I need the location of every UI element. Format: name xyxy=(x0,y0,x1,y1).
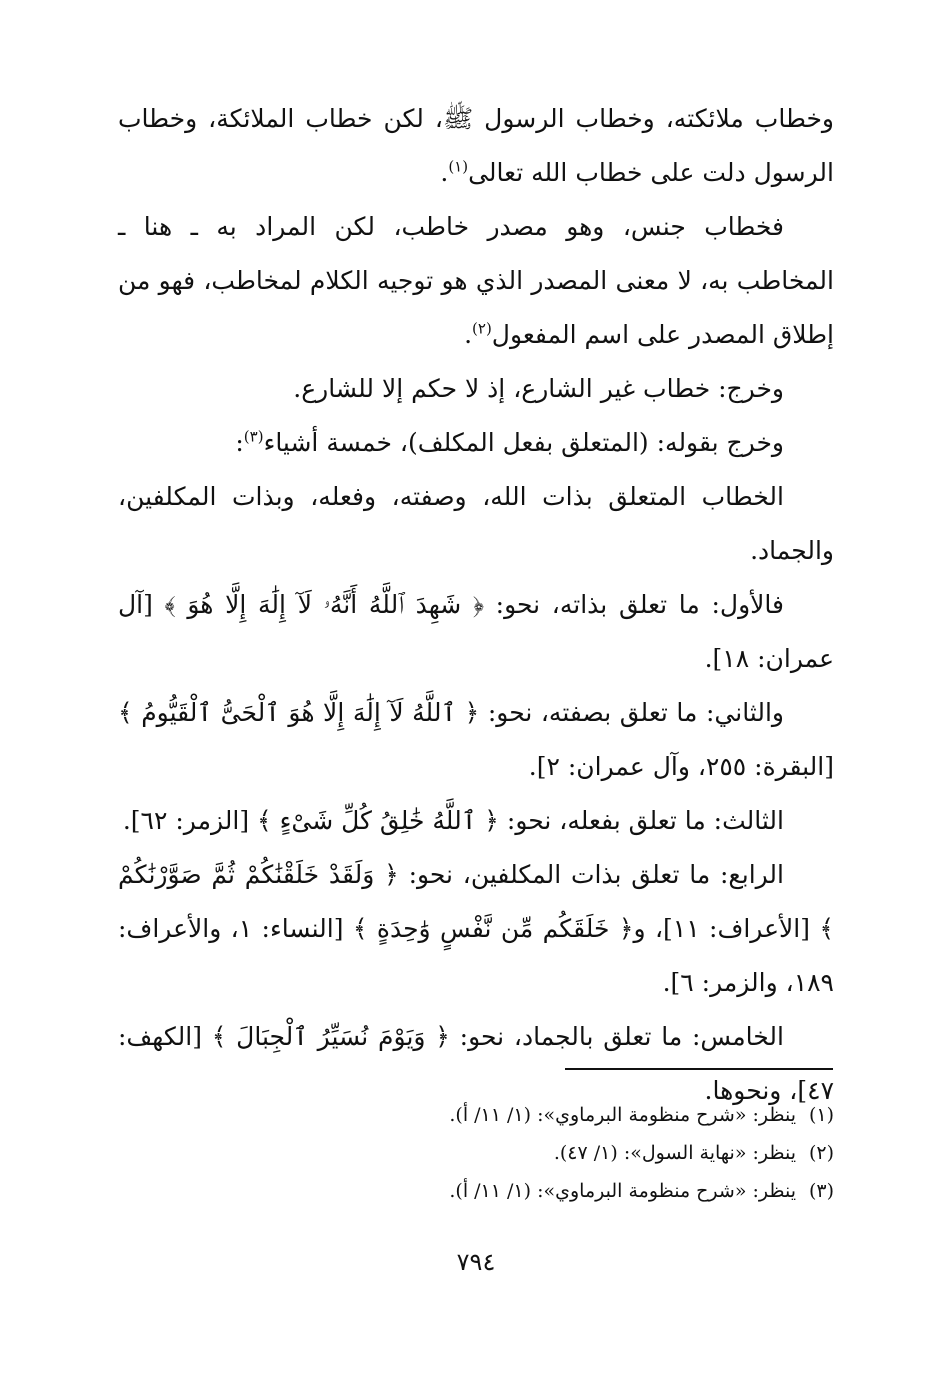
footnote-ref[interactable]: (٣) xyxy=(243,427,264,446)
footnote-text: ينظر: «شرح منظومة البرماوي»: (١/ ١١/ أ). xyxy=(449,1180,796,1202)
paragraph xyxy=(118,794,834,848)
paragraph xyxy=(118,686,834,794)
paragraph xyxy=(118,470,834,578)
paragraph xyxy=(118,416,834,470)
paragraph-end: : xyxy=(235,428,244,457)
footnotes xyxy=(118,1096,834,1210)
paragraph-text: وخرج: خطاب غير الشارع، إذ لا حكم إلا للشارع. xyxy=(293,374,784,403)
paragraph-text: فالأول: ما تعلق بذاته، نحو: ﴿ شَهِدَ ٱللَّهُ أَنَّهُۥ لَآ إِلَٰهَ إِلَّا هُوَ ﴾ [آل عمران: ١٨]. xyxy=(118,590,834,673)
main-text xyxy=(118,92,834,1118)
footnote-divider xyxy=(565,1068,833,1070)
footnote-number: (٢) xyxy=(808,1142,834,1164)
paragraph-text: فخطاب جنس، وهو مصدر خاطب، لكن المراد به ـ هنا ـ المخاطب به، لا معنى المصدر الذي هو توجيه الكلام لمخاطب، فهو من إطلاق المصدر على اسم المفعول xyxy=(118,212,834,349)
footnote-number: (٣) xyxy=(808,1180,834,1202)
paragraph-text: الخامس: ما تعلق بالجماد، نحو: ﴿ وَيَوْمَ نُسَيِّرُ ٱلْجِبَالَ ﴾ [الكهف: ٤٧]، ونحوها. xyxy=(118,1022,834,1105)
paragraph-text: وخطاب ملائكته، وخطاب الرسول ﷺ، لكن خطاب الملائكة، وخطاب الرسول دلت على خطاب الله تعالى xyxy=(118,104,834,187)
paragraph xyxy=(118,362,834,416)
paragraph-text: وخرج بقوله: (المتعلق بفعل المكلف)، خمسة أشياء xyxy=(263,428,784,457)
paragraph-text: الرابع: ما تعلق بذات المكلفين، نحو: ﴿ وَلَقَدْ خَلَقْنَٰكُمْ ثُمَّ صَوَّرْنَٰكُمْ ﴾ [الأعراف: ١١]، و﴿ خَلَقَكُم مِّن نَّفْسٍ وَٰحِدَةٍ ﴾ [النساء: ١، والأعراف: ١٨٩، والزمر: ٦]. xyxy=(118,860,834,997)
paragraph xyxy=(118,848,834,1010)
footnote-text: ينظر: «نهاية السول»: (١/ ٤٧). xyxy=(553,1142,796,1164)
footnote-text: ينظر: «شرح منظومة البرماوي»: (١/ ١١/ أ). xyxy=(449,1104,796,1126)
paragraph-text: والثاني: ما تعلق بصفته، نحو: ﴿ ٱللَّهُ لَآ إِلَٰهَ إِلَّا هُوَ ٱلْحَىُّ ٱلْقَيُّومُ ﴾ [البقرة: ٢٥٥، وآل عمران: ٢]. xyxy=(118,698,834,781)
paragraph xyxy=(118,92,834,200)
paragraph-text: الخطاب المتعلق بذات الله، وصفته، وفعله، وبذات المكلفين، والجماد. xyxy=(118,482,834,565)
footnote xyxy=(118,1134,834,1172)
paragraph-end: . xyxy=(464,320,473,349)
page-number: ٧٩٤ xyxy=(456,1248,496,1276)
paragraph-end: . xyxy=(440,158,449,187)
footnote xyxy=(118,1096,834,1134)
footnote-ref[interactable]: (٢) xyxy=(472,319,492,338)
footnote xyxy=(118,1172,834,1210)
footnote-number: (١) xyxy=(808,1104,834,1126)
paragraph xyxy=(118,578,834,686)
paragraph-text: الثالث: ما تعلق بفعله، نحو: ﴿ ٱللَّهُ خَٰلِقُ كُلِّ شَىْءٍ ﴾ [الزمر: ٦٢]. xyxy=(122,806,784,835)
paragraph xyxy=(118,200,834,362)
footnote-ref[interactable]: (١) xyxy=(448,157,469,176)
